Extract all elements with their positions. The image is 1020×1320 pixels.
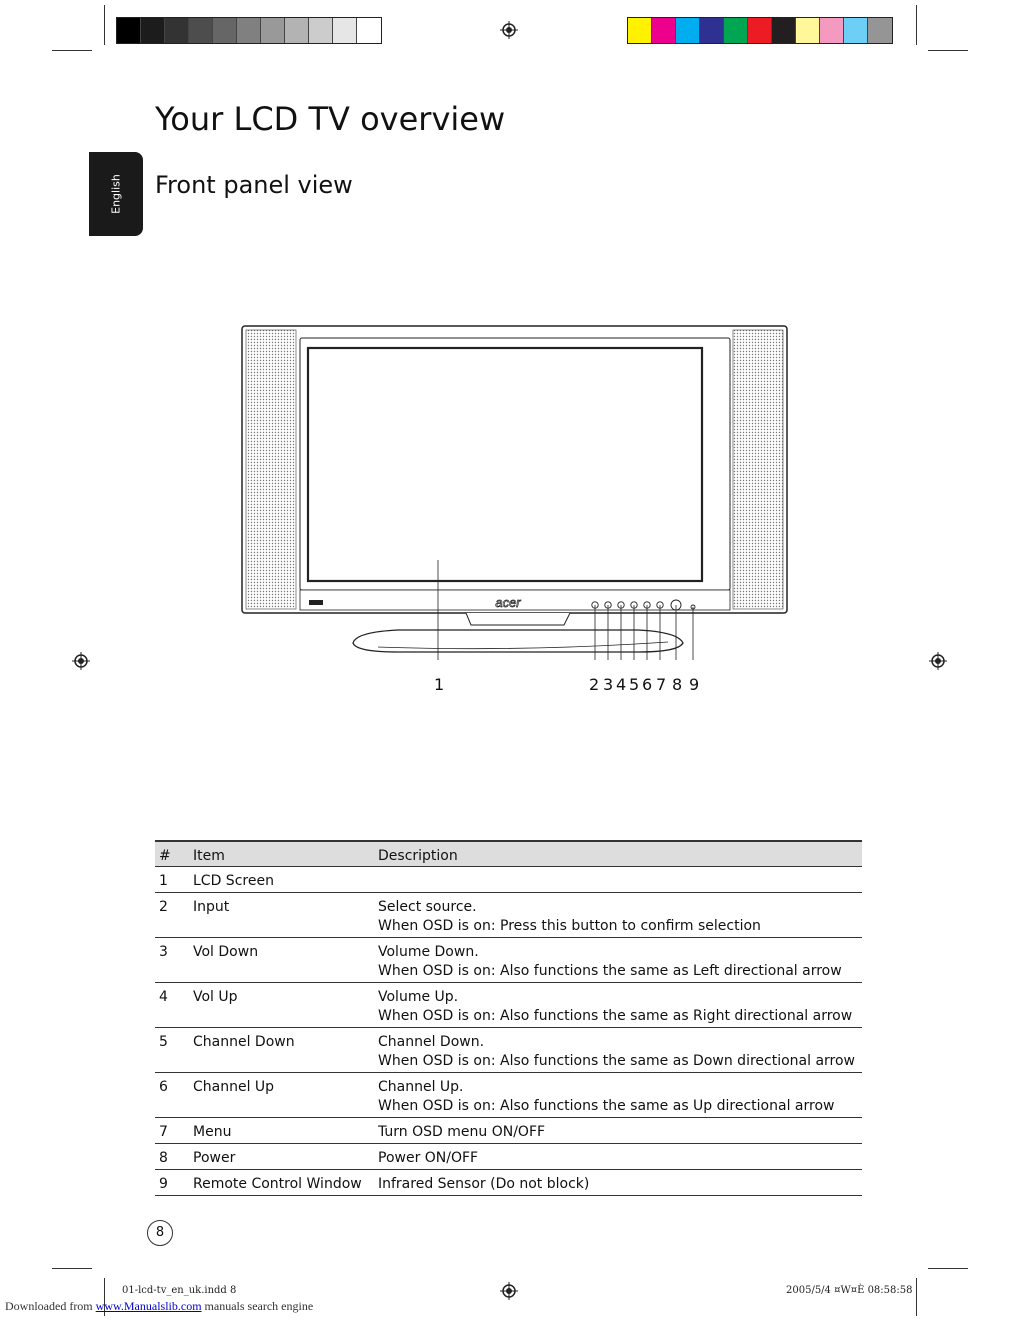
crop-mark bbox=[928, 1268, 968, 1269]
gray-swatch bbox=[357, 18, 381, 43]
color-swatch bbox=[748, 18, 772, 43]
lcd-screen bbox=[308, 348, 702, 581]
row-number: 3 bbox=[155, 938, 189, 983]
callout-2: 2 bbox=[589, 675, 600, 694]
description-line: Select source. bbox=[378, 899, 477, 915]
row-description bbox=[374, 938, 862, 983]
process-color-bar bbox=[627, 17, 893, 44]
gray-swatch bbox=[285, 18, 309, 43]
registration-mark-icon bbox=[500, 1282, 518, 1300]
manualslib-link[interactable]: www.Manualslib.com bbox=[95, 1299, 202, 1313]
stand-base bbox=[353, 630, 683, 652]
row-description bbox=[374, 893, 862, 938]
table-row bbox=[155, 938, 862, 983]
table-row bbox=[155, 1028, 862, 1073]
row-description bbox=[374, 867, 862, 893]
download-suffix: manuals search engine bbox=[201, 1299, 314, 1313]
table-row bbox=[155, 867, 862, 893]
description-line: When OSD is on: Press this button to confirm selection bbox=[378, 918, 761, 934]
row-item: Power bbox=[189, 1144, 374, 1170]
table-row bbox=[155, 893, 862, 938]
tv-front-panel-diagram bbox=[238, 320, 798, 660]
gray-swatch bbox=[141, 18, 165, 43]
crop-mark bbox=[52, 50, 92, 51]
table-row bbox=[155, 983, 862, 1028]
crop-mark bbox=[928, 50, 968, 51]
description-line: When OSD is on: Also functions the same as Left directional arrow bbox=[378, 963, 842, 979]
table-header-row bbox=[155, 841, 862, 867]
gray-swatch bbox=[309, 18, 333, 43]
registration-mark-icon bbox=[72, 652, 90, 670]
registration-mark-icon bbox=[929, 652, 947, 670]
language-tab bbox=[89, 152, 143, 236]
color-swatch bbox=[628, 18, 652, 43]
gray-swatch bbox=[333, 18, 357, 43]
crop-mark bbox=[916, 5, 917, 45]
callout-9: 9 bbox=[689, 675, 700, 694]
download-note bbox=[5, 1299, 313, 1314]
color-swatch bbox=[724, 18, 748, 43]
row-item: Channel Up bbox=[189, 1073, 374, 1118]
row-item: Vol Down bbox=[189, 938, 374, 983]
row-number: 6 bbox=[155, 1073, 189, 1118]
color-swatch bbox=[868, 18, 892, 43]
section-title: Front panel view bbox=[155, 171, 353, 199]
row-item: Vol Up bbox=[189, 983, 374, 1028]
description-line: Power ON/OFF bbox=[378, 1150, 479, 1166]
description-line: Channel Up. bbox=[378, 1079, 464, 1095]
gray-swatch bbox=[117, 18, 141, 43]
table-row bbox=[155, 1073, 862, 1118]
color-swatch bbox=[820, 18, 844, 43]
row-number: 7 bbox=[155, 1118, 189, 1144]
page-number: 8 bbox=[147, 1220, 173, 1246]
row-description bbox=[374, 1073, 862, 1118]
crop-mark bbox=[52, 1268, 92, 1269]
description-line: Volume Down. bbox=[378, 944, 479, 960]
description-line: When OSD is on: Also functions the same as Right directional arrow bbox=[378, 1008, 853, 1024]
description-line: When OSD is on: Also functions the same as Down directional arrow bbox=[378, 1053, 856, 1069]
color-swatch bbox=[796, 18, 820, 43]
table-row bbox=[155, 1144, 862, 1170]
row-number: 2 bbox=[155, 893, 189, 938]
grayscale-color-bar bbox=[116, 17, 382, 44]
row-item: Channel Down bbox=[189, 1028, 374, 1073]
callout-4: 4 bbox=[616, 675, 627, 694]
description-line: Channel Down. bbox=[378, 1034, 485, 1050]
footer-timestamp: 2005/5/4 ¤W¤È 08:58:58 bbox=[786, 1285, 913, 1296]
right-speaker-grille bbox=[733, 330, 783, 609]
color-swatch bbox=[772, 18, 796, 43]
button-description-table bbox=[155, 840, 862, 1196]
row-number: 8 bbox=[155, 1144, 189, 1170]
color-swatch bbox=[844, 18, 868, 43]
table-row bbox=[155, 1118, 862, 1144]
crop-mark bbox=[104, 5, 105, 45]
row-item: Input bbox=[189, 893, 374, 938]
callout-6: 6 bbox=[642, 675, 653, 694]
color-swatch bbox=[700, 18, 724, 43]
gray-swatch bbox=[165, 18, 189, 43]
brand-logo: acer bbox=[495, 595, 521, 610]
callout-5: 5 bbox=[629, 675, 640, 694]
row-number: 1 bbox=[155, 867, 189, 893]
table-row bbox=[155, 1170, 862, 1196]
page-title: Your LCD TV overview bbox=[155, 100, 506, 138]
download-prefix: Downloaded from bbox=[5, 1299, 96, 1313]
row-description bbox=[374, 1028, 862, 1073]
description-line: Infrared Sensor (Do not block) bbox=[378, 1176, 590, 1192]
gray-swatch bbox=[213, 18, 237, 43]
left-speaker-grille bbox=[246, 330, 296, 609]
column-header-item: Item bbox=[189, 841, 374, 867]
row-description bbox=[374, 1144, 862, 1170]
row-item: Menu bbox=[189, 1118, 374, 1144]
registration-mark-icon bbox=[500, 21, 518, 39]
footer-file-name: 01-lcd-tv_en_uk.indd 8 bbox=[122, 1285, 237, 1296]
crop-mark bbox=[916, 1278, 917, 1316]
callout-1: 1 bbox=[434, 675, 445, 694]
callout-7: 7 bbox=[656, 675, 667, 694]
row-description bbox=[374, 1170, 862, 1196]
gray-swatch bbox=[237, 18, 261, 43]
row-item: Remote Control Window bbox=[189, 1170, 374, 1196]
description-line: Volume Up. bbox=[378, 989, 459, 1005]
description-line: When OSD is on: Also functions the same as Up directional arrow bbox=[378, 1098, 835, 1114]
row-item: LCD Screen bbox=[189, 867, 374, 893]
gray-swatch bbox=[261, 18, 285, 43]
callout-8: 8 bbox=[672, 675, 683, 694]
row-description bbox=[374, 1118, 862, 1144]
row-description bbox=[374, 983, 862, 1028]
stand-neck bbox=[466, 613, 570, 625]
column-header-number: # bbox=[155, 841, 189, 867]
color-swatch bbox=[676, 18, 700, 43]
color-swatch bbox=[652, 18, 676, 43]
badge-mark bbox=[309, 600, 323, 605]
row-number: 5 bbox=[155, 1028, 189, 1073]
row-number: 4 bbox=[155, 983, 189, 1028]
column-header-description: Description bbox=[374, 841, 862, 867]
gray-swatch bbox=[189, 18, 213, 43]
description-line: Turn OSD menu ON/OFF bbox=[378, 1124, 546, 1140]
callout-3: 3 bbox=[603, 675, 614, 694]
language-tab-label: English bbox=[109, 174, 123, 214]
row-number: 9 bbox=[155, 1170, 189, 1196]
